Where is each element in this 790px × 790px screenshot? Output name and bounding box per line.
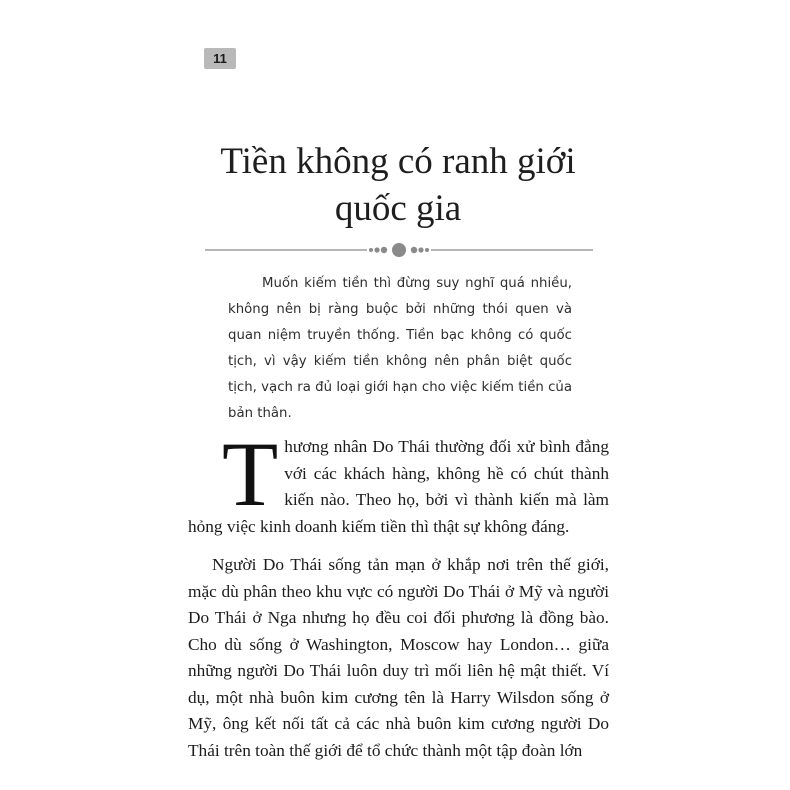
- ornament-dot-right-small: [425, 248, 429, 252]
- epigraph-text: Muốn kiếm tiền thì đừng suy nghĩ quá nhiều, không nên bị ràng buộc bởi những thói quen và quan niệm truyền thống. Tiền bạc không có quốc tịch, vì vậy kiếm tiền không nên phân biệt quốc tịch, vạch ra đủ loại giới hạn cho việc kiếm tiền của bản thân.: [228, 276, 572, 421]
- ornament-dot-right-mid: [418, 247, 423, 252]
- chapter-title-line-1: Tiền không có ranh giới: [220, 141, 576, 182]
- page-number-badge: 11: [204, 48, 236, 69]
- ornament-dot-left-mid: [374, 247, 379, 252]
- ornament-dot-right-large: [411, 247, 417, 253]
- drop-cap-letter: T: [222, 423, 279, 525]
- chapter-title-line-2: quốc gia: [334, 188, 462, 229]
- body-paragraph-2: Người Do Thái sống tản mạn ở khắp nơi trên thế giới, mặc dù phân theo khu vực có người Do Thái ở Mỹ và người Do Thái ở Nga nhưng họ đều coi đối phương là đồng bào. Cho dù sống ở Washington, Moscow hay London… giữa những người Do Thái luôn duy trì mối liên hệ mật thiết. Ví dụ, một nhà buôn kim cương tên là Harry Wilsdon sống ở Mỹ, ông kết nối tất cả các nhà buôn kim cương người Do Thái trên toàn thế giới để tổ chức thành một tập đoàn lớn: [188, 555, 609, 760]
- ornament-divider: [205, 238, 593, 262]
- body-paragraph-1: [188, 423, 609, 540]
- body-text: [188, 423, 609, 774]
- ornament-dot-left-large: [381, 247, 387, 253]
- body-paragraph-1-text: hương nhân Do Thái thường đối xử bình đẳng với các khách hàng, không hề có chút thành kiến nào. Theo họ, bởi vì thành kiến mà làm hỏng việc kinh doanh kiếm tiền thì thật sự không đáng.: [188, 437, 609, 536]
- ornament-center-circle: [392, 243, 406, 257]
- chapter-title: [150, 138, 646, 232]
- ornament-dot-left-small: [369, 248, 373, 252]
